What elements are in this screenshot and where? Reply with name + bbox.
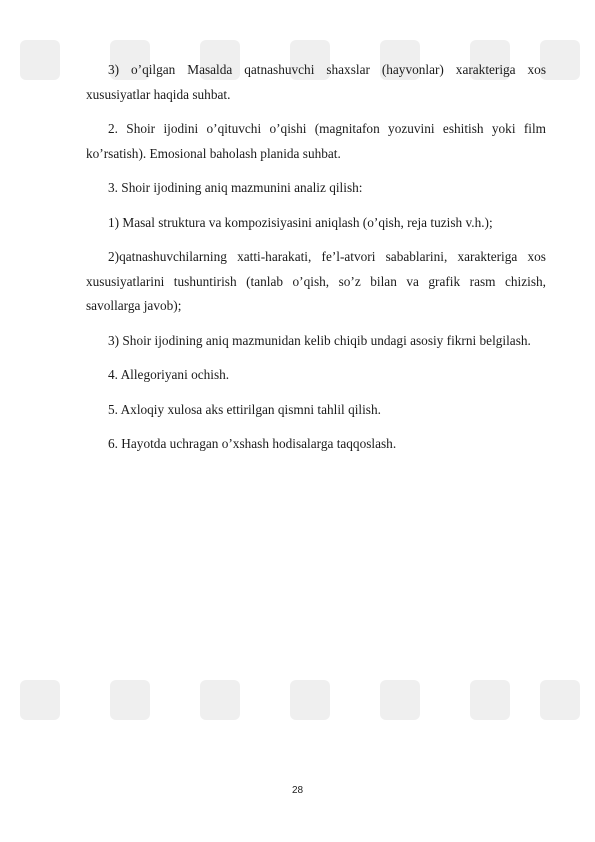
paragraph-5: 2)qatnashuvchilarning xatti-harakati, fe’l-atvori sabablarini, xarakteriga xos xususiyatlarini tushuntirish (tanlab o’qish, so’z bilan va grafik rasm chizish, savollarga javob); <box>86 249 546 313</box>
paragraph-6: 3) Shoir ijodining aniq mazmunidan kelib chiqib undagi asosiy fikrni belgilash. <box>108 332 531 348</box>
page-number: 28 <box>291 785 304 796</box>
paragraph-4: 1) Masal struktura va kompozisiyasini aniqlash (o’qish, reja tuzish v.h.); <box>108 214 493 230</box>
paragraph-2: 2. Shoir ijodini o’qituvchi o’qishi (magnitafon yozuvini eshitish yoki film ko’rsatish). Emosional baholash planida suhbat. <box>86 121 546 161</box>
document-body <box>86 58 546 467</box>
paragraph-9: 6. Hayotda uchragan o’xshash hodisalarga taqqoslash. <box>108 436 397 451</box>
paragraph-3: 3. Shoir ijodining aniq mazmunini analiz qilish: <box>108 180 363 195</box>
paragraph-8: 5. Axloqiy xulosa aks ettirilgan qismni tahlil qilish. <box>108 401 381 417</box>
paragraph-7: 4. Allegoriyani ochish. <box>108 367 230 382</box>
paragraph-1: 3) o’qilgan Masalda qatnashuvchi shaxslar (hayvonlar) xarakteriga xos xususiyatlar haqida suhbat. <box>86 62 546 102</box>
